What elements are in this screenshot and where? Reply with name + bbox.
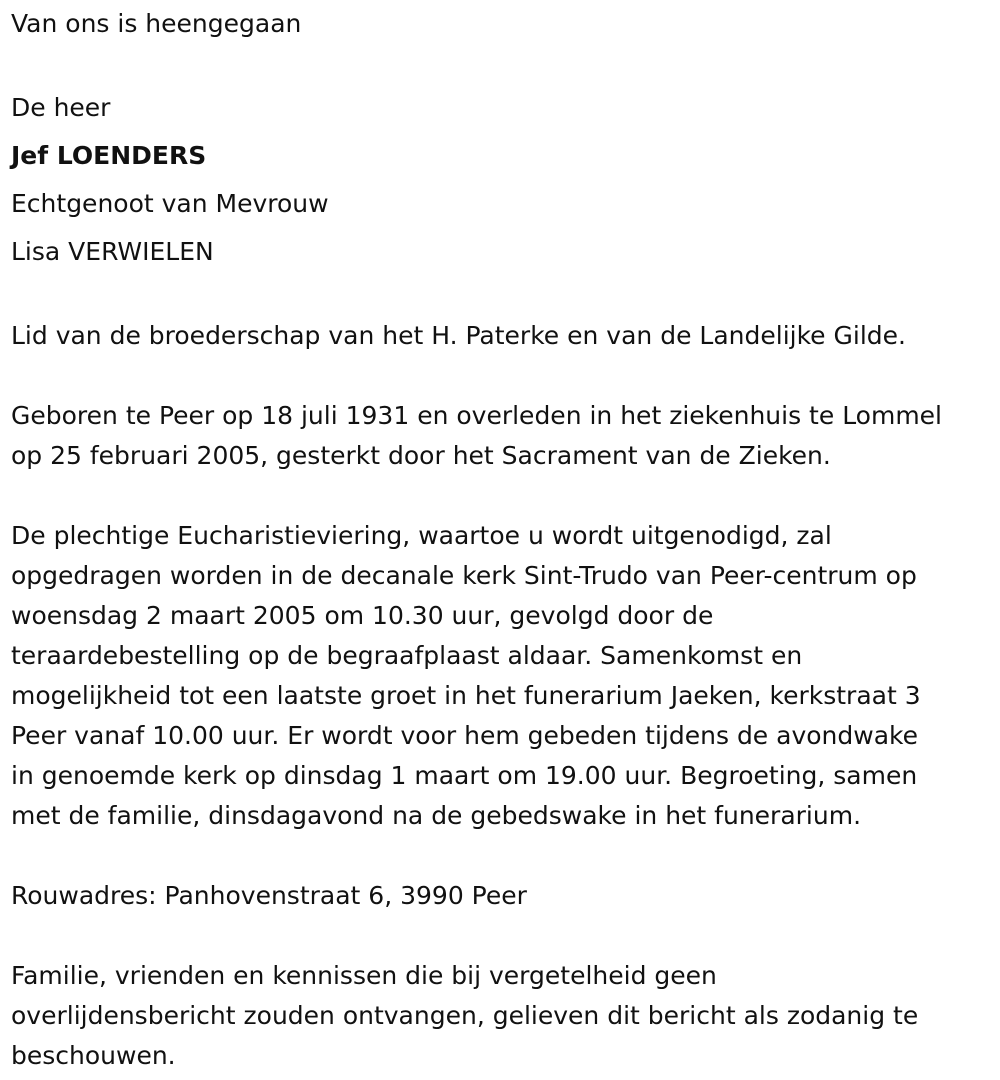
ceremony-paragraph [11, 516, 996, 836]
paragraph-line: woensdag 2 maart 2005 om 10.30 uur, gevolgd door de [11, 601, 714, 630]
spacer [11, 44, 996, 84]
spacer [11, 836, 996, 876]
spacer [11, 476, 996, 516]
paragraph-line: opgedragen worden in de decanale kerk Sint-Trudo van Peer-centrum op [11, 561, 917, 590]
paragraph-line: overlijdensbericht zouden ontvangen, gelieven dit bericht als zodanig te [11, 1001, 919, 1030]
paragraph-line: mogelijkheid tot een laatste groet in het funerarium Jaeken, kerkstraat 3 [11, 681, 921, 710]
paragraph-line: De plechtige Eucharistieviering, waartoe u wordt uitgenodigd, zal [11, 521, 832, 550]
paragraph-line: beschouwen. [11, 1041, 176, 1070]
paragraph-line: Peer vanaf 10.00 uur. Er wordt voor hem gebeden tijdens de avondwake [11, 721, 918, 750]
paragraph-line: op 25 februari 2005, gesterkt door het Sacrament van de Zieken. [11, 441, 831, 470]
spouse-line-2: Lisa VERWIELEN [11, 237, 214, 266]
paragraph-line: in genoemde kerk op dinsdag 1 maart om 19.00 uur. Begroeting, samen [11, 761, 918, 790]
membership-text: Lid van de broederschap van het H. Paterke en van de Landelijke Gilde. [11, 321, 906, 350]
intro-text: Van ons is heengegaan [11, 9, 302, 38]
closing-paragraph [11, 956, 996, 1076]
paragraph-line: met de familie, dinsdagavond na de gebedswake in het funerarium. [11, 801, 862, 830]
spacer [11, 276, 996, 316]
obituary-notice [11, 4, 996, 1076]
spacer [11, 356, 996, 396]
mourning-address: Rouwadres: Panhovenstraat 6, 3990 Peer [11, 881, 527, 910]
birth-death-paragraph [11, 396, 996, 476]
paragraph-line: teraardebestelling op de begraafplaast aldaar. Samenkomst en [11, 641, 803, 670]
deceased-name: Jef LOENDERS [11, 141, 207, 170]
spouse-line-1: Echtgenoot van Mevrouw [11, 189, 329, 218]
paragraph-line: Familie, vrienden en kennissen die bij vergetelheid geen [11, 961, 717, 990]
spacer [11, 916, 996, 956]
title-line: De heer [11, 93, 111, 122]
paragraph-line: Geboren te Peer op 18 juli 1931 en overleden in het ziekenhuis te Lommel [11, 401, 943, 430]
